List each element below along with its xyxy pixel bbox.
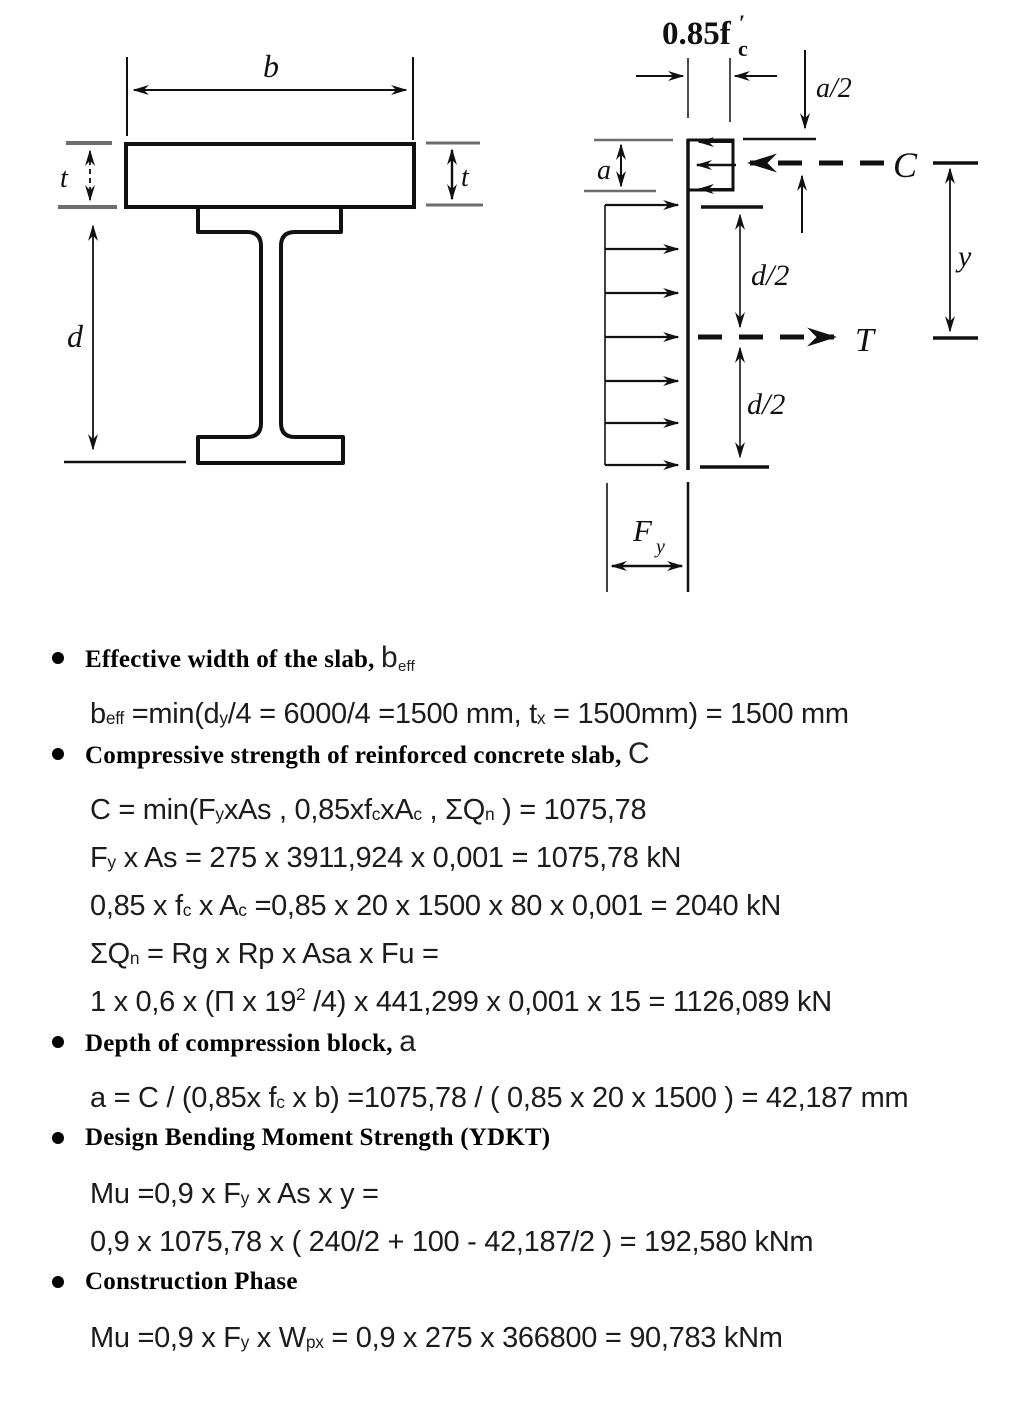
text-segment: n [484,804,495,825]
text-segment: Mu =0,9 x F [90,1321,241,1354]
stress-width-pointers [636,58,777,122]
text-segment: c [238,900,247,921]
text-segment: F [90,841,108,874]
slab-rect [126,144,414,207]
section [0,634,1033,738]
section [0,730,1033,1026]
formula-line [0,882,1033,930]
text-segment: Design Bending Moment Strength (YDKT) [85,1124,551,1151]
text-segment: x As x y = [249,1177,379,1210]
stress-sub-c-label: c [738,36,748,61]
y-label: y [958,240,972,273]
t-label-right: t [461,162,469,193]
section-heading [85,1268,298,1296]
text-segment: b [381,641,398,674]
text-segment: Effective width of the slab, [85,646,382,673]
text-segment: y [219,708,228,729]
text-segment: eff [105,708,124,729]
section-heading [85,737,650,771]
text-segment: = 1500mm) = 1500 mm [545,697,849,730]
formula-line [0,930,1033,978]
bullet-icon [52,1276,64,1288]
fy-sub-label: y [656,536,665,558]
text-segment: x As = 275 x 3911,924 x 0,001 = 1075,78 kN [115,841,682,874]
beam-cross-section [58,57,483,463]
section-heading-row [0,1258,1033,1306]
text-segment: n [129,948,140,969]
text-segment: a [399,1025,417,1058]
section-heading-row [0,730,1033,778]
text-segment: px [305,1332,324,1353]
section [0,1258,1033,1362]
text-segment: x b) =1075,78 / ( 0,85 x 20 x 1500 ) = 42,187 mm [284,1081,909,1114]
section-heading [85,641,415,675]
text-segment: y [240,1188,250,1209]
section-heading-row [0,1114,1033,1162]
t-label-left: t [60,163,68,194]
formula-line [0,1314,1033,1362]
t-force-label: T [855,322,874,359]
stress-0-85fc-label: 0.85f [662,16,731,52]
composite-beam-figure [0,0,1033,620]
stress-distribution-diagram [584,50,978,592]
bullet-icon [52,1132,64,1144]
text-segment: 2 [296,983,306,1004]
b-label: b [263,48,279,84]
stress-prime-label: ′ [739,10,746,35]
t-dimension-right [426,143,483,205]
text-segment: eff [397,658,415,676]
text-segment: = 0,9 x 275 x 366800 = 90,783 kNm [323,1321,783,1354]
text-segment: c [182,900,192,921]
text-segment: a = C / (0,85x f [90,1081,277,1114]
text-segment: C [628,737,650,770]
text-segment: b [90,697,106,730]
text-segment: c [413,804,422,825]
i-beam-outline [198,207,343,463]
d-half-upper-label: d/2 [751,259,790,292]
text-segment: xA [380,793,414,826]
formula-line [0,834,1033,882]
text-segment: xAs , 0,85xf [223,793,372,826]
section [0,1018,1033,1122]
text-segment: c [371,804,381,825]
a-label: a [597,155,611,186]
text-segment: y [215,804,224,825]
formula-line [0,1170,1033,1218]
bullet-icon [52,1036,64,1048]
text-segment: Mu =0,9 x F [90,1177,241,1210]
text-segment: 1 x 0,6 x (Π x 19 [90,985,297,1018]
text-segment: Depth of compression block, [85,1030,400,1057]
text-segment: /4 = 6000/4 =1500 mm, t [227,697,537,730]
d-half-lower-label: d/2 [747,388,786,421]
bullet-icon [52,652,64,664]
text-segment: 0,9 x 1075,78 x ( 240/2 + 100 - 42,187/2 ) = 192,580 kNm [90,1225,814,1258]
text-segment: ΣQ [90,937,130,970]
compression-block [688,140,736,190]
text-segment: y [107,852,116,873]
text-segment: C = min(F [90,793,216,826]
text-segment: Compressive strength of reinforced concrete slab, [85,742,629,769]
text-segment: , ΣQ [421,793,485,826]
section-heading [85,1025,416,1059]
bullet-icon [52,748,64,760]
tension-stress-arrows [605,205,678,465]
a-half-label: a/2 [816,73,852,104]
section-heading [85,1124,550,1152]
calculation-sections [0,634,1033,1362]
text-segment: =0,85 x 20 x 1500 x 80 x 0,001 = 2040 kN [246,889,781,922]
c-force-label: C [893,145,918,185]
text-segment: ) = 1075,78 [494,793,647,826]
text-segment: =min(d [123,697,220,730]
section-heading-row [0,1018,1033,1066]
section-heading-row [0,634,1033,682]
fy-label: F [633,513,652,548]
text-segment: = Rg x Rp x Asa x Fu = [139,937,439,970]
text-segment: y [240,1332,250,1353]
text-segment: x A [191,889,239,922]
text-segment: /4) x 441,299 x 0,001 x 15 = 1126,089 kN [305,985,832,1018]
text-segment: x [536,708,546,729]
text-segment: Construction Phase [85,1268,298,1295]
d-label: d [67,318,83,354]
text-segment: c [276,1092,285,1113]
formula-line [0,786,1033,834]
text-segment: 0,85 x f [90,889,183,922]
section [0,1114,1033,1266]
text-segment: x W [249,1321,306,1354]
